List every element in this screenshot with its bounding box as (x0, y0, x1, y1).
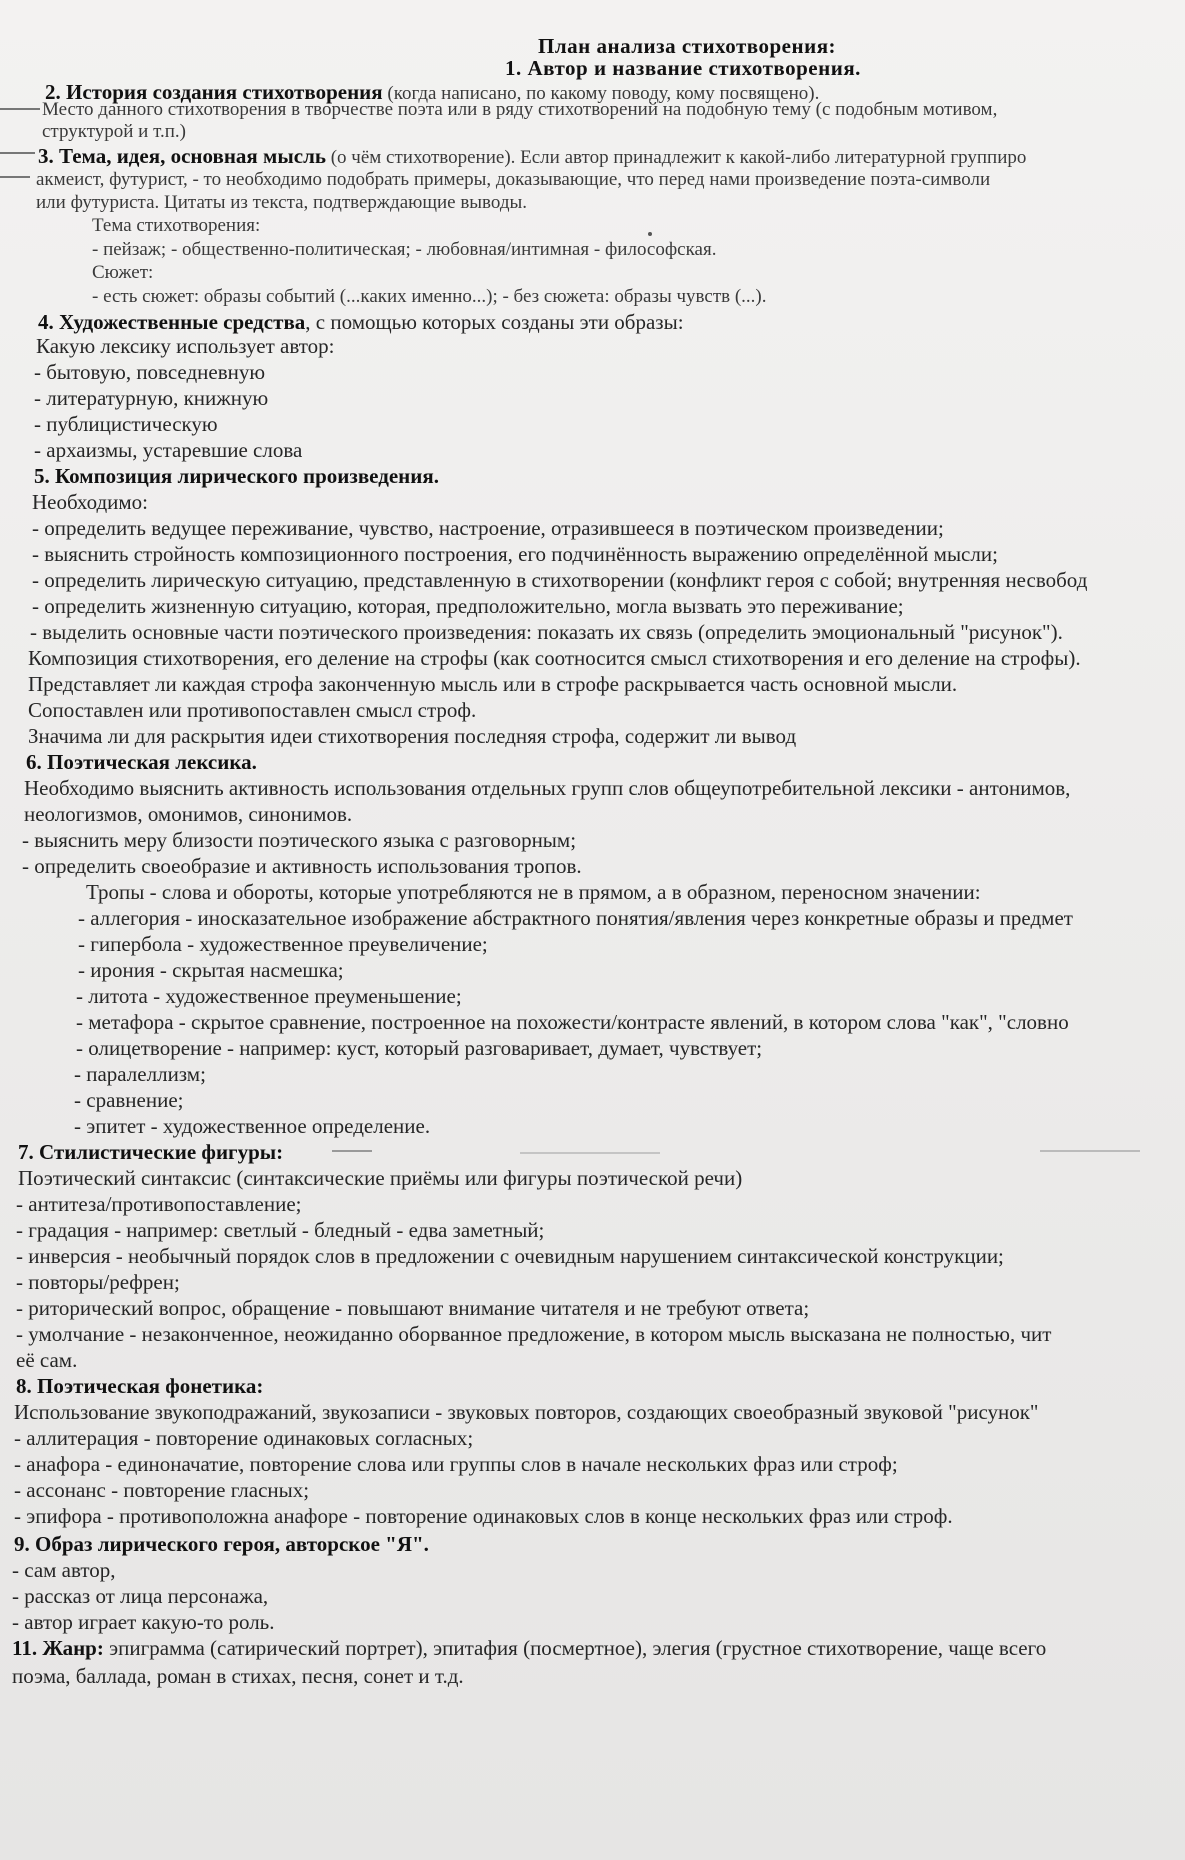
section-5-text: - определить жизненную ситуацию, которая, предположительно, могла вызвать это переживание; (32, 594, 904, 618)
section-7-text: - инверсия - необычный порядок слов в предложении с очевидным нарушением синтаксической конструкции; (16, 1244, 1004, 1268)
trope-item: - ирония - скрытая насмешка; (78, 958, 344, 982)
section-11-text: поэма, баллада, роман в стихах, песня, сонет и т.д. (12, 1664, 464, 1688)
section-9-heading: 9. Образ лирического героя, авторское "Я". (14, 1532, 429, 1556)
section-11-lead: эпиграмма (сатирический портрет), эпитафия (посмертное), элегия (грустное стихотворение, чаще всего (103, 1636, 1047, 1660)
section-8-text: - эпифора - противоположна анафоре - повторение одинаковых слов в конце нескольких фраз или строф. (14, 1504, 953, 1528)
section-7-text: Поэтический синтаксис (синтаксические приёмы или фигуры поэтической речи) (18, 1166, 743, 1190)
trope-item: - эпитет - художественное определение. (74, 1114, 431, 1138)
section-5-text: - выделить основные части поэтического произведения: показать их связь (определить эмоциональный "рисунок"). (30, 620, 1063, 644)
trope-item: - гипербола - художественное преувеличение; (78, 932, 488, 956)
section-8-text: - ассонанс - повторение гласных; (14, 1478, 310, 1502)
section-5-text: Значима ли для раскрытия идеи стихотворения последняя строфа, содержит ли вывод (28, 724, 797, 748)
section-11-line (12, 1638, 1046, 1659)
section-3-lead: (о чём стихотворение). Если автор принадлежит к какой-либо литературной группиро (325, 147, 1027, 168)
speck (648, 232, 652, 236)
section-8-heading: 8. Поэтическая фонетика: (16, 1374, 264, 1398)
section-7-text: - градация - например: светлый - бледный - едва заметный; (16, 1218, 545, 1242)
margin-mark (0, 176, 30, 178)
section-4-lead: , с помощью которых созданы эти образы: (305, 310, 684, 334)
smudge-mark (332, 1150, 372, 1152)
section-4-text: - литературную, книжную (34, 386, 269, 410)
section-5-text: - выяснить стройность композиционного построения, его подчинённость выражению определённой мысли; (32, 542, 998, 566)
section-2-text: структурой и т.п.) (42, 121, 186, 142)
section-2-heading: 2. История создания стихотворения (45, 80, 383, 104)
section-3-sub: - есть сюжет: образы событий (...каких именно...); - без сюжета: образы чувств (...). (92, 286, 767, 307)
section-7-text: - умолчание - незаконченное, неожиданно оборванное предложение, в котором мысль высказана не полностью, чит (16, 1322, 1052, 1346)
section-3-line (38, 146, 1026, 167)
section-5-text: Сопоставлен или противопоставлен смысл строф. (28, 698, 477, 722)
section-2-text: Место данного стихотворения в творчестве поэта или в ряду стихотворений на подобную тему (с подобным мотивом, (42, 99, 998, 120)
section-9-text: - рассказ от лица персонажа, (12, 1584, 269, 1608)
section-11-heading: 11. Жанр: (12, 1636, 104, 1660)
section-8-text: Использование звукоподражаний, звукозаписи - звуковых повторов, создающих своеобразный звуковой "рисунок" (14, 1400, 1039, 1424)
section-4-text: - публицистическую (34, 412, 218, 436)
smudge-mark (520, 1152, 660, 1154)
trope-item: - олицетворение - например: куст, который разговаривает, думает, чувствует; (76, 1036, 763, 1060)
section-4-text: Какую лексику использует автор: (36, 334, 335, 358)
section-3-sub: Сюжет: (92, 262, 154, 283)
section-9-text: - сам автор, (12, 1558, 116, 1582)
section-7-text: - риторический вопрос, обращение - повышают внимание читателя и не требуют ответа; (16, 1296, 810, 1320)
section-3-heading: 3. Тема, идея, основная мысль (38, 144, 326, 168)
section-1-heading: 1. Автор и название стихотворения. (505, 56, 861, 80)
section-4-line (38, 312, 684, 333)
section-5-text: Необходимо: (32, 490, 149, 514)
margin-mark (0, 152, 35, 154)
trope-item: - метафора - скрытое сравнение, построенное на похожести/контрасте явлений, в котором слова "как", "словно (76, 1010, 1069, 1034)
section-3-sub: - пейзаж; - общественно-политическая; - любовная/интимная - философская. (92, 239, 717, 260)
section-4-heading: 4. Художественные средства (38, 310, 306, 334)
section-6-text: - определить своеобразие и активность использования тропов. (22, 854, 582, 878)
section-8-text: - анафора - единоначатие, повторение слова или группы слов в начале нескольких фраз или строф; (14, 1452, 898, 1476)
section-3-text: акмеист, футурист, - то необходимо подобрать примеры, доказывающие, что перед нами произведение поэта-символи (36, 169, 991, 190)
section-3-sub: Тема стихотворения: (92, 215, 261, 236)
section-4-text: - архаизмы, устаревшие слова (34, 438, 303, 462)
section-6-text: - выяснить меру близости поэтического языка с разговорным; (22, 828, 577, 852)
margin-mark (0, 108, 40, 110)
section-7-text: - антитеза/противопоставление; (16, 1192, 302, 1216)
tropes-intro: Тропы - слова и обороты, которые употребляются не в прямом, а в образном, переносном значении: (86, 880, 981, 904)
section-3-text: или футуриста. Цитаты из текста, подтверждающие выводы. (36, 192, 528, 213)
section-7-text: её сам. (16, 1348, 78, 1372)
smudge-mark (1040, 1150, 1140, 1152)
trope-item: - сравнение; (74, 1088, 184, 1112)
trope-item: - аллегория - иносказательное изображение абстрактного понятия/явления через конкретные образы и предмет (78, 906, 1073, 930)
section-5-heading: 5. Композиция лирического произведения. (34, 464, 439, 488)
document-title: План анализа стихотворения: (538, 34, 837, 58)
section-6-heading: 6. Поэтическая лексика. (26, 750, 257, 774)
trope-item: - литота - художественное преуменьшение; (76, 984, 462, 1008)
section-6-text: Необходимо выяснить активность использования отдельных групп слов общеупотребительной лексики - антонимов, (24, 776, 1071, 800)
section-5-text: Композиция стихотворения, его деление на строфы (как соотносится смысл стихотворения и его деление на строфы). (28, 646, 1081, 670)
section-5-text: - определить ведущее переживание, чувство, настроение, отразившееся в поэтическом произведении; (32, 516, 944, 540)
section-5-text: - определить лирическую ситуацию, представленную в стихотворении (конфликт героя с собой; внутренняя несвобод (32, 568, 1088, 592)
trope-item: - паралеллизм; (74, 1062, 206, 1086)
section-5-text: Представляет ли каждая строфа законченную мысль или в строфе раскрывается часть основной мысли. (28, 672, 958, 696)
section-7-text: - повторы/рефрен; (16, 1270, 180, 1294)
section-6-text: неологизмов, омонимов, синонимов. (24, 802, 353, 826)
section-8-text: - аллитерация - повторение одинаковых согласных; (14, 1426, 474, 1450)
section-2-lead: (когда написано, по какому поводу, кому посвящено). (382, 83, 820, 104)
section-7-heading: 7. Стилистические фигуры: (18, 1140, 284, 1164)
section-9-text: - автор играет какую-то роль. (12, 1610, 275, 1634)
section-4-text: - бытовую, повседневную (34, 360, 266, 384)
